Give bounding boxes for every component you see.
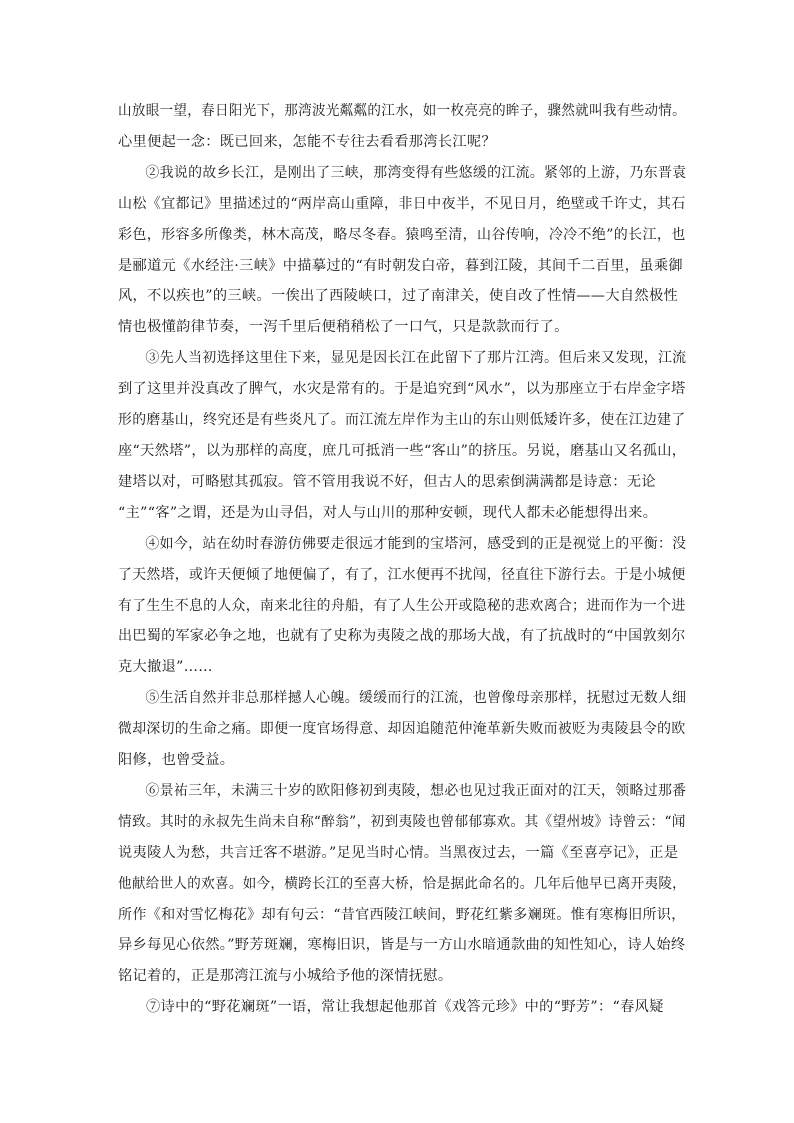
text-line: 座“天然塔”，以为那样的高度，庶几可抵消一些“客山”的挤压。另说，磨基山又名孤山， <box>118 442 687 459</box>
text-line: 形的磨基山，终究还是有些炎凡了。而江流左岸作为主山的东山则低矮许多，使在江边建了 <box>118 412 686 429</box>
text-line: ④如今，站在幼时春游仿佛要走很远才能到的宝塔河，感受到的正是视觉上的平衡：没 <box>145 535 687 552</box>
text-line: 到了这里并没真改了脾气，水灾是常有的。于是追究到“风水”，以为那座立于右岸金字塔 <box>118 381 686 398</box>
text-line: 克大撤退”…… <box>118 659 213 676</box>
text-line: 是郦道元《水经注·三峡》中描摹过的“有时朝发白帝，暮到江陵，其间千二百里，虽乘御 <box>118 257 683 274</box>
text-line: 阳修，也曾受益。 <box>118 752 235 769</box>
text-line: “主”“客”之谓，还是为山寻侣，对人与山川的那种安顿，现代人都未必能想得出来。 <box>118 504 658 521</box>
text-line: 微却深切的生命之痛。即便一度官场得意、却因追随范仲淹革新失败而被贬为夷陵县令的欧 <box>118 721 686 738</box>
text-line: 山放眼一望，春日阳光下，那湾波光粼粼的江水，如一枚亮亮的眸子，骤然就叫我有些动情。 <box>118 103 687 119</box>
document-page <box>118 96 686 1023</box>
text-line: ⑤生活自然并非总那样撼人心魄。缓缓而行的江流，也曾像母亲那样，抚慰过无数人细 <box>145 690 687 707</box>
text-line: 心里便起一念：既已回来，怎能不专往去看看那湾长江呢？ <box>118 133 496 150</box>
paragraph-5 <box>118 683 686 776</box>
text-line: 他献给世人的欢喜。如今，横跨长江的至喜大桥，恰是据此命名的。几年后他早已离开夷陵， <box>118 875 687 892</box>
text-line: 建塔以对，可略慰其孤寂。管不管用我说不好，但古人的思索倒满满都是诗意：无论 <box>118 473 656 490</box>
paragraph-7 <box>118 992 686 1023</box>
text-line: ③先人当初选择这里住下来，显见是因长江在此留下了那片江湾。但后来又发现，江流 <box>145 350 687 367</box>
text-line: ⑥景祐三年，未满三十岁的欧阳修初到夷陵，想必也见过我正面对的江天，领略过那番 <box>145 782 687 799</box>
text-line: ②我说的故乡长江，是刚出了三峡，那湾变得有些悠缓的江流。紧邻的上游，乃东晋袁 <box>145 164 687 181</box>
text-line: 彩色，形容多所像类，林木高茂，略尽冬春。猿鸣至清，山谷传响，冷冷不绝”的长江，也 <box>118 226 686 243</box>
text-line: 了天然塔，或许天便倾了地便偏了，有了，江水便再不扰闯，径直往下游行去。于是小城便 <box>118 566 686 583</box>
paragraph-2 <box>118 158 686 343</box>
text-line: 出巴蜀的军家必争之地，也就有了史称为夷陵之战的那场大战，有了抗战时的“中国敦刻尔 <box>118 628 686 645</box>
text-line: 异乡每见心依然。”野芳斑斓，寒梅旧识，皆是与一方山水暗通款曲的知性知心，诗人始终 <box>118 937 686 954</box>
paragraph-1 <box>118 96 686 158</box>
paragraph-6 <box>118 776 686 992</box>
text-line: 情致。其时的永叔先生尚未自称“醉翁”，初到夷陵也曾郁郁寡欢。其《望州坡》诗曾云：“闻 <box>118 813 686 830</box>
text-line: 情也极懂韵律节奏，一泻千里后便稍稍松了一口气，只是款款而行了。 <box>118 319 569 336</box>
text-line: 铭记着的，正是那湾江流与小城给予他的深情抚慰。 <box>118 968 453 985</box>
text-line: 山松《宜都记》里描述过的“两岸高山重障，非日中夜半，不见日月，绝壁或千许丈，其石 <box>118 195 686 212</box>
text-line: 所作《和对雪忆梅花》却有句云：“昔官西陵江峡间，野花红紫多斓斑。惟有寒梅旧所识， <box>118 906 686 923</box>
paragraph-4 <box>118 529 686 684</box>
text-line: 风，不以疾也”的三峡。一俟出了西陵峡口，过了南津关，使自改了性情——大自然极性 <box>118 288 679 305</box>
text-line: 有了生生不息的人众，南来北往的舟船，有了人生公开或隐秘的悲欢离合；进而作为一个进 <box>118 597 686 614</box>
text-line: ⑦诗中的“野花斓斑”一语，常让我想起他那首《戏答元珍》中的“野芳”：“春风疑 <box>146 999 664 1016</box>
text-line: 说夷陵人为愁，共言迁客不堪游。”足见当时心情。当黑夜过去，一篇《至喜亭记》，正是 <box>118 844 679 861</box>
paragraph-3 <box>118 343 686 528</box>
